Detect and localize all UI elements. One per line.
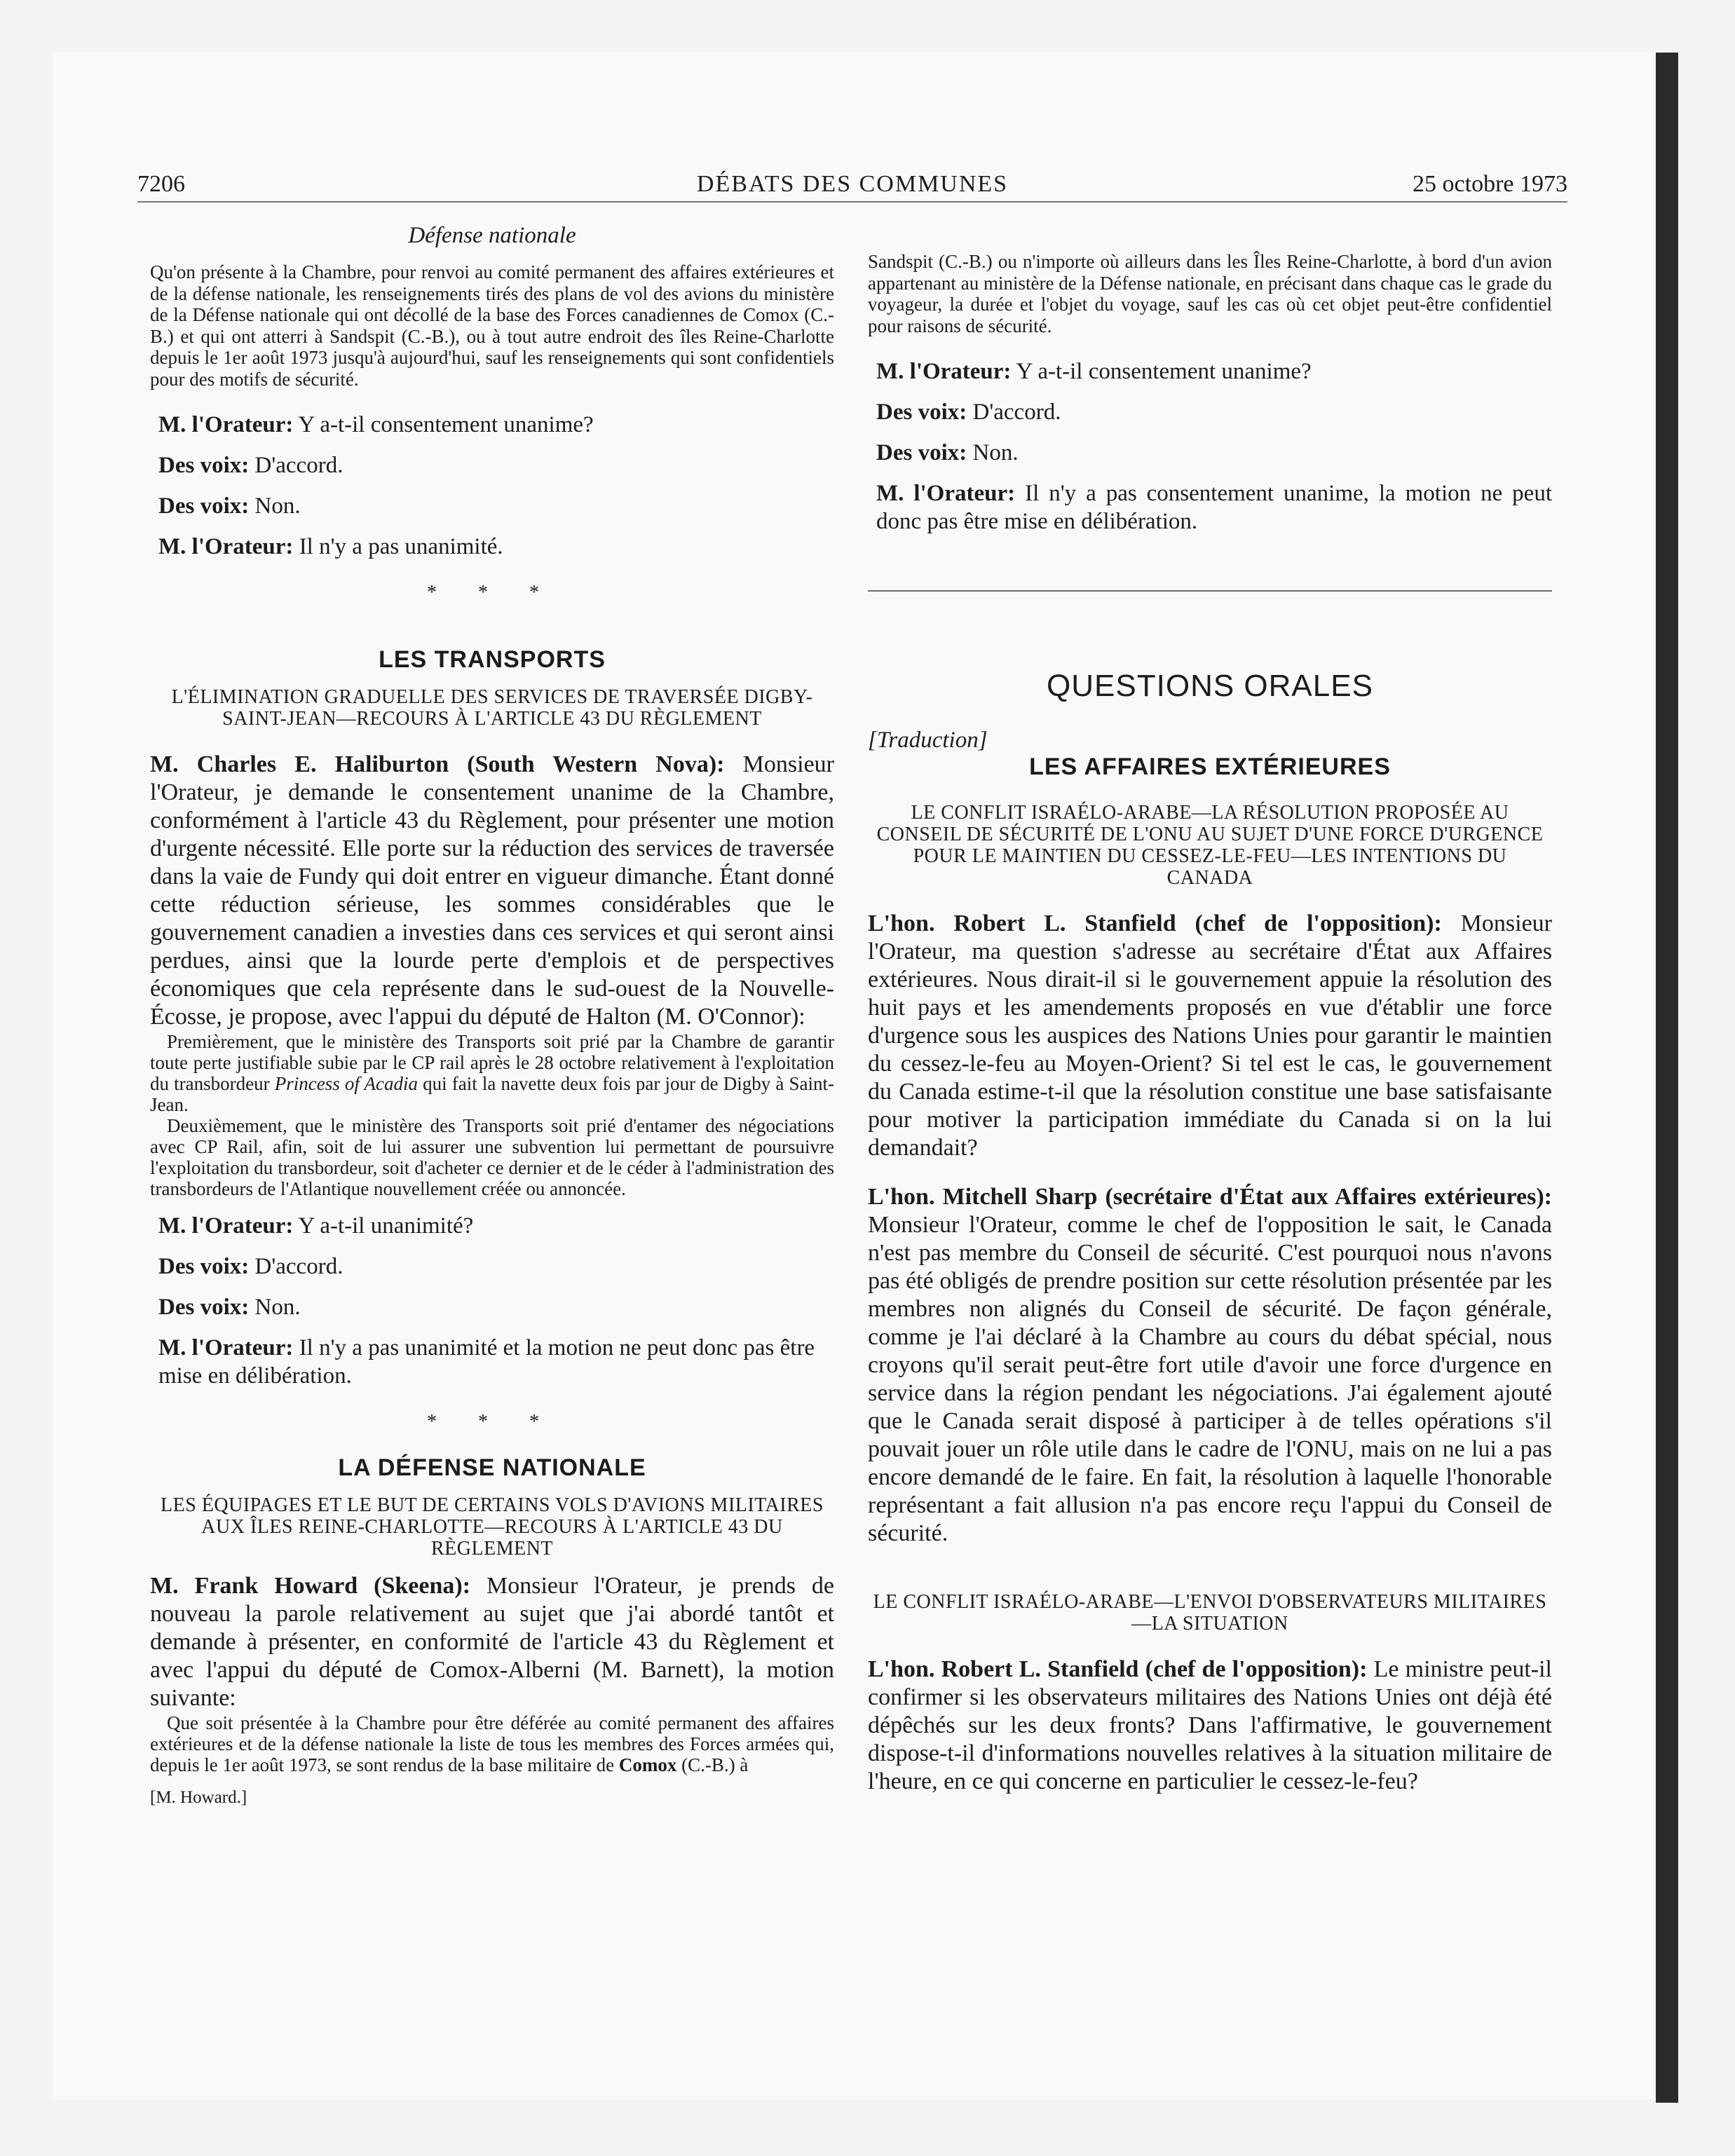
subheading-affaires: LE CONFLIT ISRAÉLO-ARABE—LA RÉSOLUTION PROPOSÉE AU CONSEIL DE SÉCURITÉ DE L'ONU AU SUJET D'UNE FORCE D'URGENCE POUR LE MAINTIEN DU CESSEZ-LE-FEU—LES INTENTIONS DU CANADA bbox=[876, 802, 1544, 889]
exchange-line: M. l'Orateur: Il n'y a pas unanimité. bbox=[158, 534, 503, 559]
exchange-line: Des voix: D'accord. bbox=[158, 1254, 343, 1279]
left-column bbox=[150, 223, 834, 1808]
exchange-line: M. l'Orateur: Y a-t-il consentement unanime? bbox=[876, 359, 1312, 384]
exchange-block-1 bbox=[150, 411, 834, 561]
subheading-observateurs: LE CONFLIT ISRAÉLO-ARABE—L'ENVOI D'OBSERVATEURS MILITAIRES—LA SITUATION bbox=[873, 1591, 1547, 1635]
publication-title: DÉBATS DES COMMUNES bbox=[696, 171, 1009, 197]
exchange-block-3 bbox=[868, 357, 1552, 535]
section-separator: * * * bbox=[427, 1411, 557, 1433]
question-stanfield-1: L'hon. Robert L. Stanfield (chef de l'opposition): Monsieur l'Orateur, ma question s'adresse au secrétaire d'État aux Affaires extérieures. Nous dirait-il si le gouvernement appuie la résolution des huit pays et les amendements proposés en vue d'établir une force d'urgence sous les auspices des Nations Unies pour garantir le maintien du cessez-le-feu au Moyen-Orient? Si tel est le cas, le gouvernement du Canada estime-t-il que la résolution constitue une base satisfaisante pour motiver la participation immédiate du Canada si on la lui demandait? bbox=[868, 910, 1553, 1161]
speech-haliburton: M. Charles E. Haliburton (South Western Nova): Monsieur l'Orateur, je demande le consentement unanime de la Chambre, conformément à l'article 43 du Règlement, pour présenter une motion d'urgente nécessité. Elle porte sur la réduction des services de traversée dans la vaie de Fundy qui doit entrer en vigueur dimanche. Étant donné cette réduction sérieuse, les sommes considérables que le gouvernement canadien a investies dans ces services et qui seront ainsi perdues, ainsi que la lourde perte d'emplois et de perspectives économiques que cela représente dans le sud-ouest de la Nouvelle-Écosse, je propose, avec l'appui du député de Halton (M. O'Connor): bbox=[150, 751, 834, 1030]
header-rule bbox=[137, 201, 1567, 203]
question-stanfield-2: L'hon. Robert L. Stanfield (chef de l'opposition): Le ministre peut-il confirmer si les observateurs militaires des Nations Unies ont déjà été dépêchés sur les deux fronts? Dans l'affirmative, le gouvernement dispose-t-il d'informations nouvelles relatives à la situation militaire de l'heure, en ce qui concerne en particulier le cessez-le-feu? bbox=[868, 1656, 1552, 1794]
motion-text-continued: Sandspit (C.-B.) ou n'importe où ailleurs dans les Îles Reine-Charlotte, à bord d'un avion appartenant au ministère de la Défense nationale, en précisant dans chaque cas le grade du voyageur, la durée et l'objet du voyage, sauf les cas où cet objet peut-être confidentiel pour raisons de sécurité. bbox=[868, 251, 1552, 336]
exchange-line: Des voix: D'accord. bbox=[158, 453, 343, 478]
howard-motion-quote: Que soit présentée à la Chambre pour être déférée au comité permanent des affaires extérieures et de la défense nationale la liste de tous les membres des Forces armées qui, depuis le 1er août 1973, se sont rendus de la base militaire de Comox (C.-B.) à bbox=[150, 1712, 834, 1775]
exchange-line: M. l'Orateur: Il n'y a pas unanimité et la motion ne peut donc pas être mise en délibération. bbox=[158, 1335, 815, 1389]
section-separator: * * * bbox=[427, 582, 557, 603]
page-date: 25 octobre 1973 bbox=[1413, 171, 1567, 197]
binding-edge bbox=[1656, 53, 1678, 2103]
exchange-line: Des voix: Non. bbox=[158, 493, 301, 519]
page-header bbox=[137, 167, 1567, 209]
answer-sharp: L'hon. Mitchell Sharp (secrétaire d'État aux Affaires extérieures): Monsieur l'Orateur, comme le chef de l'opposition le sait, le Canada n'est pas membre du Conseil de sécurité. C'est pourquoi nous n'avons pas été obligés de prendre position sur cette résolution présentée par les membres non alignés du Conseil de sécurité. De façon générale, comme je l'ai déclaré à la Chambre au cours du débat spécial, nous croyons qu'il serait peut-être fort utile d'avoir une force d'urgence en service dans la région pendant les négociations. J'ai également ajouté que le Canada serait disposé à participer à de telles opérations s'il pouvait jouer un rôle utile dans le cadre de l'ONU, mais on ne lui a pas encore demandé de le faire. En fait, la résolution à laquelle l'honorable représentant a fait allusion n'a pas encore reçu l'appui du Conseil de sécurité. bbox=[868, 1184, 1552, 1546]
subheading-transports: L'ÉLIMINATION GRADUELLE DES SERVICES DE TRAVERSÉE DIGBY-SAINT-JEAN—RECOURS À L'ARTICLE 43 DU RÈGLEMENT bbox=[171, 686, 813, 730]
section-heading-questions: QUESTIONS ORALES bbox=[1047, 669, 1373, 703]
exchange-line: Des voix: Non. bbox=[158, 1295, 301, 1320]
exchange-line: M. l'Orateur: Il n'y a pas consentement unanime, la motion ne peut donc pas être mise en délibération. bbox=[876, 481, 1552, 534]
section-heading-affaires: LES AFFAIRES EXTÉRIEURES bbox=[1029, 753, 1391, 780]
section-label: Défense nationale bbox=[408, 223, 576, 248]
speaker-signature: [M. Howard.] bbox=[150, 1788, 247, 1807]
exchange-line: Des voix: D'accord. bbox=[876, 400, 1061, 425]
translation-note: [Traduction] bbox=[868, 728, 988, 753]
exchange-line: M. l'Orateur: Y a-t-il unanimité? bbox=[158, 1213, 474, 1239]
exchange-line: Des voix: Non. bbox=[876, 440, 1019, 465]
motion-quote: Premièrement, que le ministère des Transports soit prié par la Chambre de garantir toute perte justifiable subie par le CP rail après le 28 octobre relativement à l'exploitation du transbordeur Princess of Acadia qui fait la navette deux fois par jour de Digby à Saint-Jean. Deuxièmement, que le ministère des Transports soit prié d'entamer des négociations avec CP Rail, afin, soit de lui assurer une subvention lui permettant de poursuivre l'exploitation du transbordeur, soit d'acheter ce dernier et de le céder à l'administration des transbordeurs de l'Atlantique nouvellement créée ou annoncée. bbox=[150, 1031, 834, 1199]
section-heading-defense: LA DÉFENSE NATIONALE bbox=[338, 1454, 646, 1481]
subheading-defense: LES ÉQUIPAGES ET LE BUT DE CERTAINS VOLS D'AVIONS MILITAIRES AUX ÎLES REINE-CHARLOTTE—RECOURS À L'ARTICLE 43 DU RÈGLEMENT bbox=[161, 1494, 824, 1560]
right-column bbox=[868, 251, 1552, 1796]
speech-howard: M. Frank Howard (Skeena): Monsieur l'Orateur, je prends de nouveau la parole relativement au sujet que j'ai abordé tantôt et demande à présenter, en conformité de l'article 43 du Règlement et avec l'appui du député de Comox-Alberni (M. Barnett), la motion suivante: bbox=[150, 1573, 834, 1711]
exchange-line: M. l'Orateur: Y a-t-il consentement unanime? bbox=[158, 412, 594, 437]
motion-text: Qu'on présente à la Chambre, pour renvoi au comité permanent des affaires extérieures et de la défense nationale, les renseignements tirés des plans de vol des avions du ministère de la Défense nationale qui ont décollé de la base des Forces canadiennes de Comox (C.-B.) et qui ont atterri à Sandspit (C.-B.), ou à tout autre endroit des îles Reine-Charlotte depuis le 1er août 1973 jusqu'à aujourd'hui, sauf les renseignements qui sont confidentiels pour des motifs de sécurité. bbox=[150, 261, 834, 390]
exchange-block-2 bbox=[150, 1212, 834, 1390]
section-heading-transports: LES TRANSPORTS bbox=[379, 646, 606, 673]
page-number: 7206 bbox=[137, 171, 185, 197]
